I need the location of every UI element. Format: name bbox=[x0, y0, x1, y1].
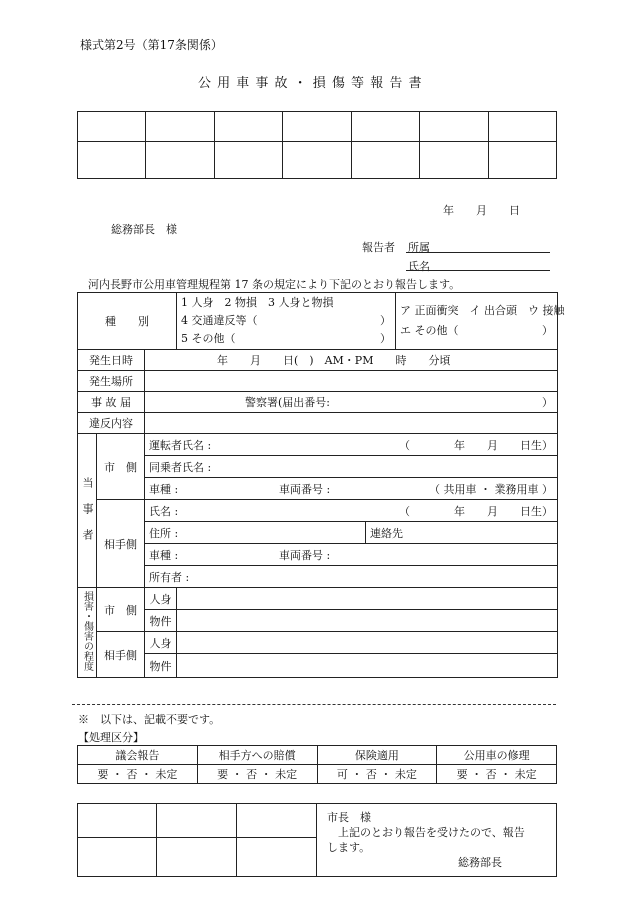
kind-option-1: 1 人身 2 物損 3 人身と物損 bbox=[181, 296, 334, 309]
processing-table bbox=[77, 745, 557, 784]
stamp-cell[interactable] bbox=[283, 112, 351, 142]
stamp-cell[interactable] bbox=[214, 142, 282, 179]
stamp-cell[interactable] bbox=[146, 142, 214, 179]
violation-field[interactable] bbox=[145, 413, 558, 434]
mayor-to: 市長 様 bbox=[327, 811, 371, 824]
driver-field[interactable] bbox=[145, 434, 558, 456]
stamp-cell[interactable] bbox=[420, 142, 488, 179]
location-label: 発生場所 bbox=[78, 371, 145, 392]
damage-other-person-field[interactable] bbox=[177, 632, 558, 654]
other-plate-label: 車両番号 : bbox=[279, 548, 331, 562]
city-plate-label: 車両番号 : bbox=[279, 482, 331, 496]
other-contact-label: 連絡先 bbox=[370, 526, 404, 540]
stamp-cell[interactable] bbox=[157, 838, 237, 877]
passenger-field[interactable] bbox=[145, 456, 558, 478]
processing-header: 公用車の修理 bbox=[437, 746, 557, 765]
vehicle-use: （ 共用車 ・ 業務用車 ） bbox=[429, 482, 554, 496]
processing-header: 議会報告 bbox=[78, 746, 198, 765]
owner-field[interactable] bbox=[145, 566, 558, 588]
stamp-cell[interactable] bbox=[146, 112, 214, 142]
damage-city-person-label: 人身 bbox=[145, 588, 177, 610]
mayor-table bbox=[77, 803, 557, 877]
damage-city-person-field[interactable] bbox=[177, 588, 558, 610]
paren-close: ） bbox=[380, 332, 392, 345]
damage-city-label: 市 側 bbox=[97, 588, 145, 632]
damage-other-property-field[interactable] bbox=[177, 654, 558, 678]
other-vehicle-field[interactable] bbox=[145, 544, 558, 566]
report-date[interactable]: 年 月 日 bbox=[443, 204, 520, 217]
stamp-cell[interactable] bbox=[78, 838, 157, 877]
paren-close: ） bbox=[542, 324, 554, 337]
mayor-sign: 総務部長 bbox=[458, 856, 502, 869]
other-birth: （ 年 月 日生） bbox=[399, 504, 554, 518]
kind-option-4: 4 交通違反等（ bbox=[181, 314, 258, 327]
mayor-report-cell bbox=[317, 804, 557, 877]
occurrence-datetime-field[interactable]: 年 月 日( ) AM・PM 時 分頃 bbox=[145, 350, 558, 371]
collision-option-e: エ その他（ bbox=[400, 324, 459, 337]
report-label: 事 故 届 bbox=[78, 392, 145, 413]
other-name-field[interactable] bbox=[145, 500, 558, 522]
damage-city-property-field[interactable] bbox=[177, 610, 558, 632]
city-side-label: 市 側 bbox=[97, 434, 145, 500]
stamp-cell[interactable] bbox=[283, 142, 351, 179]
other-address-field[interactable] bbox=[145, 522, 366, 544]
processing-value[interactable]: 要 ・ 否 ・ 未定 bbox=[78, 765, 198, 784]
stamp-cell[interactable] bbox=[420, 112, 488, 142]
page-title: 公 用 車 事 故 ・ 損 傷 等 報 告 書 bbox=[198, 76, 423, 91]
police-report: 警察署(届出番号: bbox=[245, 396, 330, 409]
processing-header: 保険適用 bbox=[317, 746, 437, 765]
other-contact-field[interactable] bbox=[366, 522, 558, 544]
kind-option-5: 5 その他（ bbox=[181, 332, 236, 345]
driver-birth: （ 年 月 日生） bbox=[399, 438, 554, 452]
stamp-cell[interactable] bbox=[488, 142, 556, 179]
other-name-label: 氏名 : bbox=[149, 504, 179, 518]
owner-label: 所有者 : bbox=[149, 570, 190, 584]
intro-text: 河内長野市公用車管理規程第 17 条の規定により下記のとおり報告します。 bbox=[88, 278, 461, 291]
damage-other-label: 相手側 bbox=[97, 632, 145, 678]
name-label: 氏名 bbox=[408, 260, 430, 273]
stamp-box-table bbox=[77, 111, 557, 179]
location-field[interactable] bbox=[145, 371, 558, 392]
stamp-cell[interactable] bbox=[214, 112, 282, 142]
paren-close: ） bbox=[380, 314, 392, 327]
form-number: 様式第2号（第17条関係） bbox=[80, 38, 223, 52]
stamp-cell[interactable] bbox=[237, 804, 317, 838]
processing-value[interactable]: 可 ・ 否 ・ 未定 bbox=[317, 765, 437, 784]
passenger-label: 同乗者氏名 : bbox=[149, 460, 212, 474]
city-vehicle-label: 車種 : bbox=[149, 482, 179, 496]
processing-value[interactable]: 要 ・ 否 ・ 未定 bbox=[437, 765, 557, 784]
other-address-label: 住所 : bbox=[149, 526, 179, 540]
damage-label-cell bbox=[78, 588, 97, 678]
damage-city-property-label: 物件 bbox=[145, 610, 177, 632]
stamp-cell[interactable] bbox=[351, 142, 419, 179]
city-vehicle-field[interactable] bbox=[145, 478, 558, 500]
dashed-divider bbox=[72, 704, 556, 705]
paren-close: ） bbox=[542, 396, 554, 409]
mayor-text-1: 上記のとおり報告を受けたので、報告 bbox=[338, 826, 525, 839]
stamp-cell[interactable] bbox=[78, 112, 146, 142]
damage-other-person-label: 人身 bbox=[145, 632, 177, 654]
other-side-label: 相手側 bbox=[97, 500, 145, 588]
stamp-cell[interactable] bbox=[488, 112, 556, 142]
driver-label: 運転者氏名 : bbox=[149, 438, 212, 452]
violation-label: 違反内容 bbox=[78, 413, 145, 434]
other-vehicle-label: 車種 : bbox=[149, 548, 179, 562]
stamp-cell[interactable] bbox=[78, 804, 157, 838]
processing-value[interactable]: 要 ・ 否 ・ 未定 bbox=[197, 765, 317, 784]
parties-label-cell bbox=[78, 434, 97, 588]
processing-title: 【処理区分】 bbox=[78, 731, 144, 744]
accident-table bbox=[77, 292, 565, 678]
reporter-label: 報告者 bbox=[362, 241, 395, 254]
stamp-cell[interactable] bbox=[237, 838, 317, 877]
collision-options[interactable] bbox=[396, 293, 565, 350]
affiliation-label: 所属 bbox=[408, 241, 430, 254]
collision-option-a: ア 正面衝突 イ 出合頭 ウ 接触 bbox=[400, 304, 565, 317]
stamp-cell[interactable] bbox=[78, 142, 146, 179]
parties-label: 当 事 者 bbox=[81, 476, 94, 542]
name-field[interactable] bbox=[406, 270, 550, 271]
mayor-text-2: します。 bbox=[327, 841, 371, 854]
stamp-cell[interactable] bbox=[351, 112, 419, 142]
addressee: 総務部長 様 bbox=[111, 223, 177, 236]
processing-header: 相手方への賠償 bbox=[197, 746, 317, 765]
report-field[interactable] bbox=[145, 392, 558, 413]
kind-label: 種 別 bbox=[78, 293, 177, 350]
kind-options[interactable] bbox=[177, 293, 396, 350]
damage-other-property-label: 物件 bbox=[145, 654, 177, 678]
stamp-cell[interactable] bbox=[157, 804, 237, 838]
damage-label: 損害・傷害の程度 bbox=[81, 591, 93, 671]
note-text: ※ 以下は、記載不要です。 bbox=[78, 713, 221, 726]
occurrence-datetime-label: 発生日時 bbox=[78, 350, 145, 371]
affiliation-field[interactable] bbox=[406, 252, 550, 253]
